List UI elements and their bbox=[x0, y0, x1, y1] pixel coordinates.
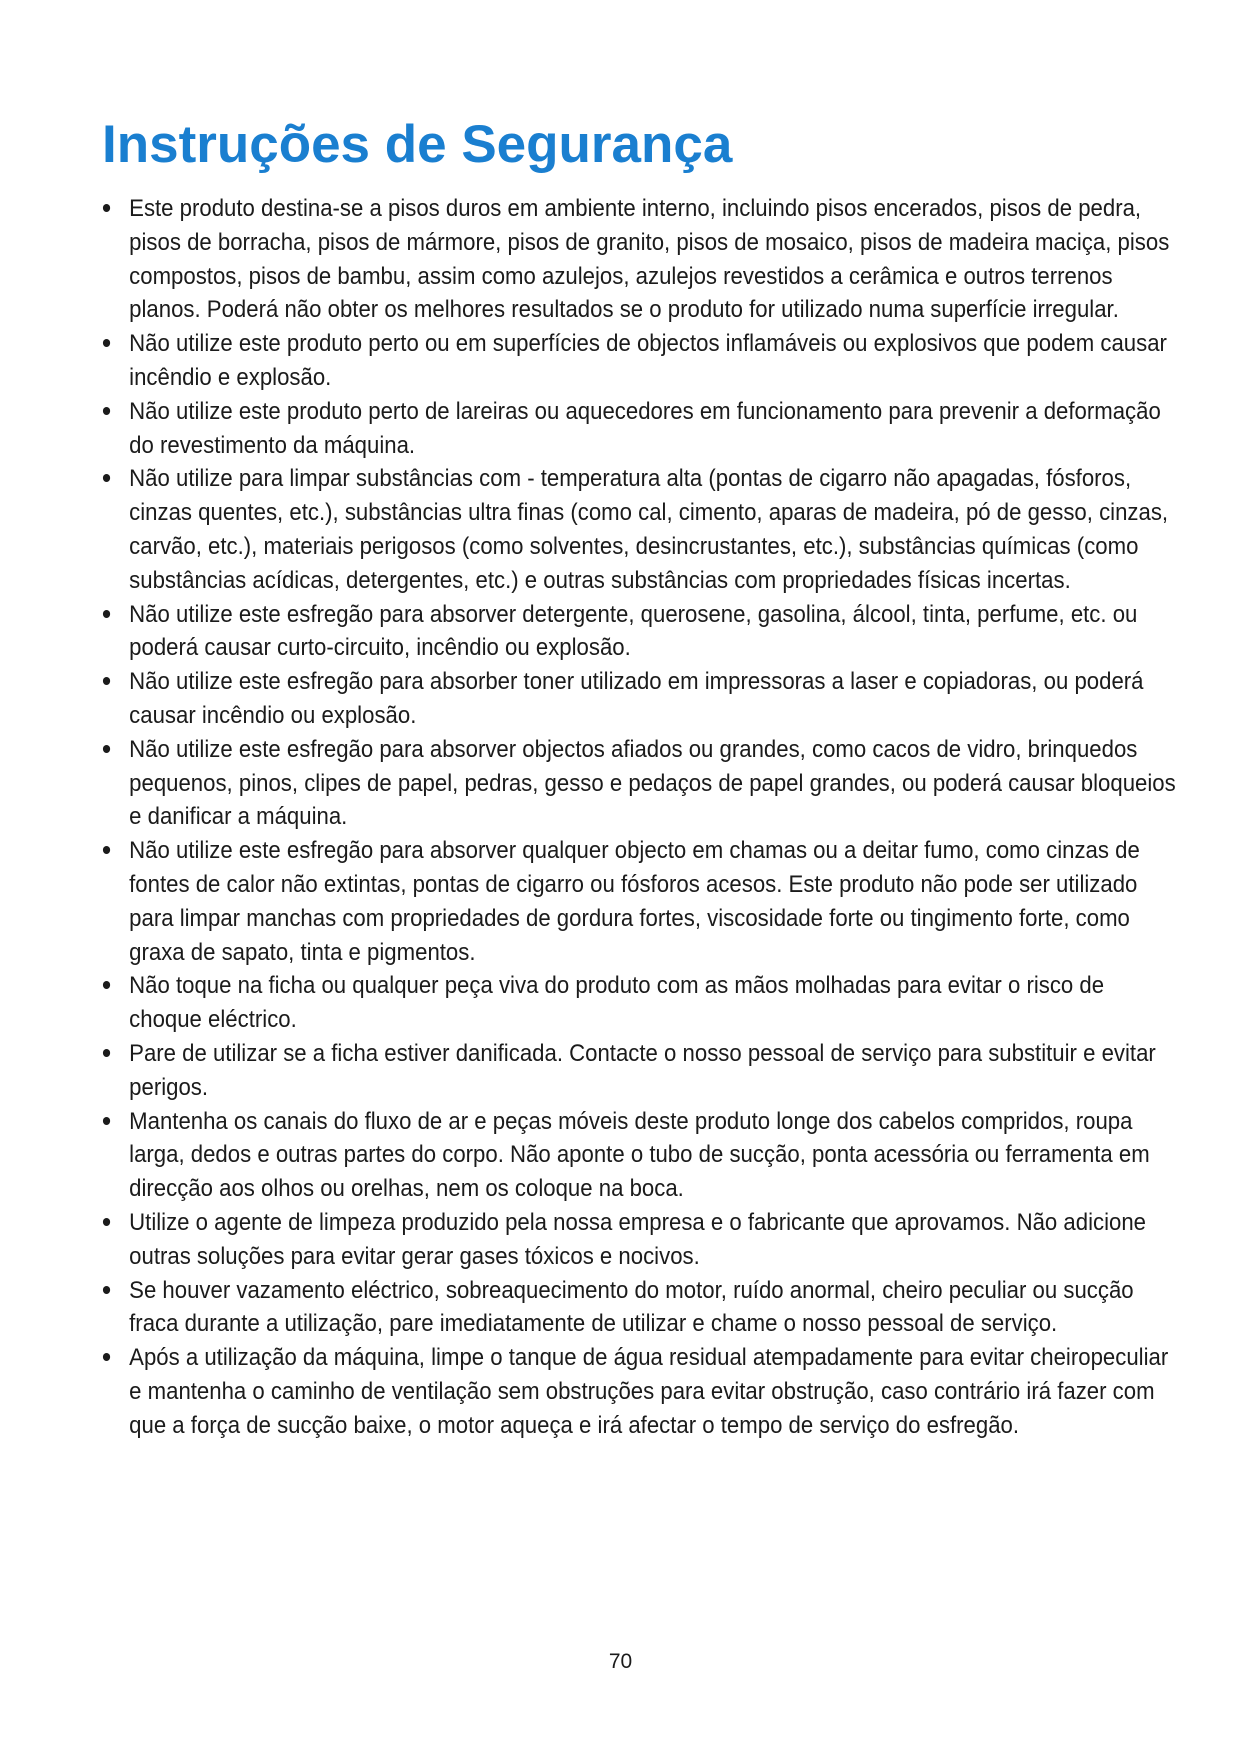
list-item bbox=[102, 665, 1179, 733]
list-item-text: Utilize o agente de limpeza produzido pela nossa empresa e o fabricante que aprovamos. Não adicione outras soluções para evitar gerar gases tóxicos e nocivos. bbox=[129, 1208, 1147, 1270]
list-item-text: Não utilize para limpar substâncias com - temperatura alta (pontas de cigarro não apagadas, fósforos, cinzas quentes, etc.), substâncias ultra finas (como cal, cimento, aparas de madeira, pó de gesso, cinzas, carvão, etc.), materiais perigosos (como solventes, desincrustantes, etc.), substâncias químicas (como substâncias acídicas, detergentes, etc.) e outras substâncias com propriedades físicas incertas. bbox=[129, 465, 1169, 594]
list-item bbox=[102, 192, 1179, 327]
bullet-icon bbox=[103, 677, 110, 685]
page-title: Instruções de Segurança bbox=[102, 115, 733, 174]
list-item bbox=[102, 462, 1179, 597]
bullet-icon bbox=[103, 407, 110, 415]
bullet-icon bbox=[103, 339, 110, 347]
list-item bbox=[102, 395, 1179, 463]
list-item bbox=[102, 598, 1179, 666]
list-item-text: Após a utilização da máquina, limpe o tanque de água residual atempadamente para evitar cheiropeculiar e mantenha o caminho de ventilação sem obstruções para evitar obstrução, caso contrário irá fazer com que a força de sucção baixe, o motor aqueça e irá afectar o tempo de serviço do esfregão. bbox=[129, 1344, 1169, 1439]
bullet-icon bbox=[103, 610, 110, 618]
bullet-icon bbox=[103, 1218, 110, 1226]
bullet-icon bbox=[103, 474, 110, 482]
list-item-text: Não utilize este produto perto ou em superfícies de objectos inflamáveis ou explosivos que podem causar incêndio e explosão. bbox=[129, 330, 1167, 391]
list-item bbox=[102, 1206, 1179, 1274]
list-item-text: Não utilize este produto perto de lareiras ou aquecedores em funcionamento para prevenir a deformação do revestimento da máquina. bbox=[129, 397, 1161, 459]
bullet-icon bbox=[103, 981, 110, 989]
list-item-text: Não utilize este esfregão para absorver detergente, querosene, gasolina, álcool, tinta, perfume, etc. ou poderá causar curto-circuito, incêndio ou explosão. bbox=[129, 600, 1138, 662]
page-number: 70 bbox=[608, 1650, 633, 1673]
list-item bbox=[102, 1105, 1179, 1206]
list-item bbox=[102, 733, 1179, 834]
list-item bbox=[102, 1274, 1179, 1342]
list-item-text: Se houver vazamento eléctrico, sobreaquecimento do motor, ruído anormal, cheiro peculiar ou sucção fraca durante a utilização, pare imediatamente de utilizar e chame o nosso pessoal de serviço. bbox=[129, 1276, 1134, 1338]
list-item-text: Não utilize este esfregão para absorber toner utilizado em impressoras a laser e copiadoras, ou poderá causar incêndio ou explosão. bbox=[129, 668, 1144, 729]
list-item-text: Não toque na ficha ou qualquer peça viva do produto com as mãos molhadas para evitar o risco de choque eléctrico. bbox=[129, 972, 1105, 1034]
list-item-text: Não utilize este esfregão para absorver objectos afiados ou grandes, como cacos de vidro, brinquedos pequenos, pinos, clipes de papel, pedras, gesso e pedaços de papel grandes, ou poderá causar bloqueios e danificar a máquina. bbox=[129, 735, 1176, 831]
bullet-icon bbox=[103, 204, 110, 212]
list-item-text: Pare de utilizar se a ficha estiver danificada. Contacte o nosso pessoal de serviço para substituir e evitar perigos. bbox=[129, 1039, 1156, 1101]
bullet-icon bbox=[103, 846, 110, 854]
safety-instructions-list bbox=[102, 192, 1176, 1442]
list-item bbox=[102, 969, 1179, 1037]
list-item bbox=[102, 834, 1179, 969]
list-item-text: Não utilize este esfregão para absorver qualquer objecto em chamas ou a deitar fumo, como cinzas de fontes de calor não extintas, pontas de cigarro ou fósforos acesos. Este produto não pode ser utilizado para limpar manchas com propriedades de gordura fortes, viscosidade forte ou tingimento forte, como graxa de sapato, tinta e pigmentos. bbox=[129, 837, 1140, 966]
bullet-icon bbox=[103, 1049, 110, 1057]
list-item bbox=[102, 327, 1179, 395]
list-item bbox=[102, 1037, 1179, 1105]
bullet-icon bbox=[103, 1353, 110, 1361]
list-item-text: Mantenha os canais do fluxo de ar e peças móveis deste produto longe dos cabelos compridos, roupa larga, dedos e outras partes do corpo. Não aponte o tubo de sucção, ponta acessória ou ferramenta em direcção aos olhos ou orelhas, nem os coloque na boca. bbox=[129, 1107, 1150, 1203]
list-item bbox=[102, 1341, 1179, 1442]
list-item-text: Este produto destina-se a pisos duros em ambiente interno, incluindo pisos encerados, pisos de pedra, pisos de borracha, pisos de mármore, pisos de granito, pisos de mosaico, pisos de madeira maciça, pisos compostos, pisos de bambu, assim como azulejos, azulejos revestidos a cerâmica e outros terrenos planos. Poderá não obter os melhores resultados se o produto for utilizado numa superfície irregular. bbox=[129, 195, 1170, 324]
bullet-icon bbox=[103, 1117, 110, 1125]
bullet-icon bbox=[103, 1286, 110, 1294]
bullet-icon bbox=[103, 745, 110, 753]
